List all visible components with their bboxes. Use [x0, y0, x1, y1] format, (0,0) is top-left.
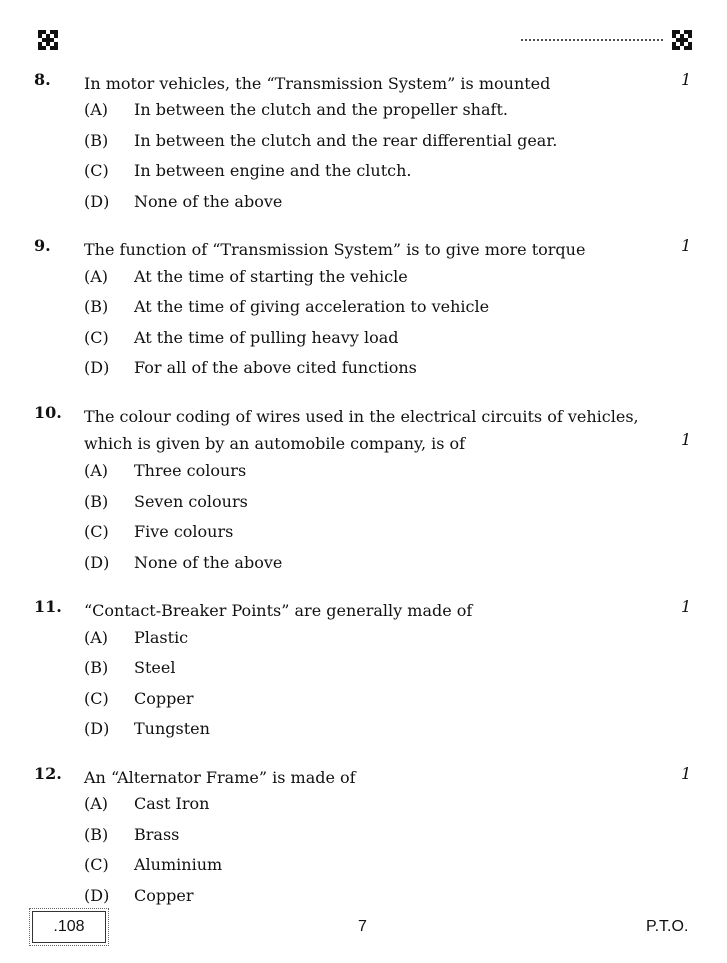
- option-label: (A): [84, 267, 109, 286]
- question-number: 8.: [34, 70, 51, 89]
- option-text: Seven colours: [134, 492, 248, 511]
- option-text: Copper: [134, 886, 194, 905]
- option-label: (A): [84, 794, 109, 813]
- option-text: At the time of giving acceleration to vehicle: [134, 297, 490, 316]
- question-number: 9.: [34, 236, 51, 255]
- question-number: 11.: [34, 597, 62, 616]
- option-text: At the time of starting the vehicle: [134, 267, 408, 286]
- option-label: (D): [84, 719, 110, 738]
- option-label: (A): [84, 461, 109, 480]
- option-label: (A): [84, 100, 109, 119]
- qr-code-icon: [672, 30, 692, 50]
- question-text: An “Alternator Frame” is made of: [84, 768, 356, 787]
- option-text: Aluminium: [134, 855, 223, 874]
- option-label: (B): [84, 131, 109, 150]
- page-number: 7: [358, 918, 367, 935]
- option-label: (C): [84, 522, 109, 541]
- question-number: 10.: [34, 403, 62, 422]
- option-text: Tungsten: [134, 719, 210, 738]
- option-label: (B): [84, 492, 109, 511]
- question-number: 12.: [34, 764, 62, 783]
- question-text: In motor vehicles, the “Transmission System” is mounted: [84, 74, 551, 93]
- question-text: The function of “Transmission System” is to give more torque: [84, 240, 586, 259]
- option-text: None of the above: [134, 553, 283, 572]
- option-text: None of the above: [134, 192, 283, 211]
- option-text: In between engine and the clutch.: [134, 161, 412, 180]
- option-text: In between the clutch and the propeller shaft.: [134, 100, 508, 119]
- question-marks: 1: [681, 70, 692, 89]
- option-label: (B): [84, 658, 109, 677]
- option-label: (C): [84, 161, 109, 180]
- option-label: (C): [84, 855, 109, 874]
- option-text: Copper: [134, 689, 194, 708]
- question-marks: 1: [681, 430, 692, 449]
- option-text: Steel: [134, 658, 176, 677]
- dotted-line: [521, 39, 663, 41]
- option-label: (D): [84, 553, 110, 572]
- qr-code-icon: [38, 30, 58, 50]
- question-marks: 1: [681, 597, 692, 616]
- option-label: (A): [84, 628, 109, 647]
- option-text: For all of the above cited functions: [134, 358, 417, 377]
- paper-code: .108: [53, 918, 85, 935]
- option-label: (D): [84, 886, 110, 905]
- option-label: (B): [84, 297, 109, 316]
- option-label: (D): [84, 192, 110, 211]
- paper-code-box: [32, 911, 106, 943]
- option-text: Five colours: [134, 522, 234, 541]
- option-label: (C): [84, 328, 109, 347]
- option-text: Three colours: [134, 461, 247, 480]
- option-text: Brass: [134, 825, 180, 844]
- question-marks: 1: [681, 764, 692, 783]
- option-text: Cast Iron: [134, 794, 210, 813]
- question-text: The colour coding of wires used in the electrical circuits of vehicles, which is given by an automobile company, is of: [84, 407, 639, 453]
- question-marks: 1: [681, 236, 692, 255]
- pto-label: P.T.O.: [646, 918, 689, 935]
- option-text: Plastic: [134, 628, 189, 647]
- option-text: At the time of pulling heavy load: [134, 328, 399, 347]
- option-label: (C): [84, 689, 109, 708]
- option-text: In between the clutch and the rear differential gear.: [134, 131, 558, 150]
- option-label: (D): [84, 358, 110, 377]
- option-label: (B): [84, 825, 109, 844]
- question-text: “Contact-Breaker Points” are generally made of: [84, 601, 473, 620]
